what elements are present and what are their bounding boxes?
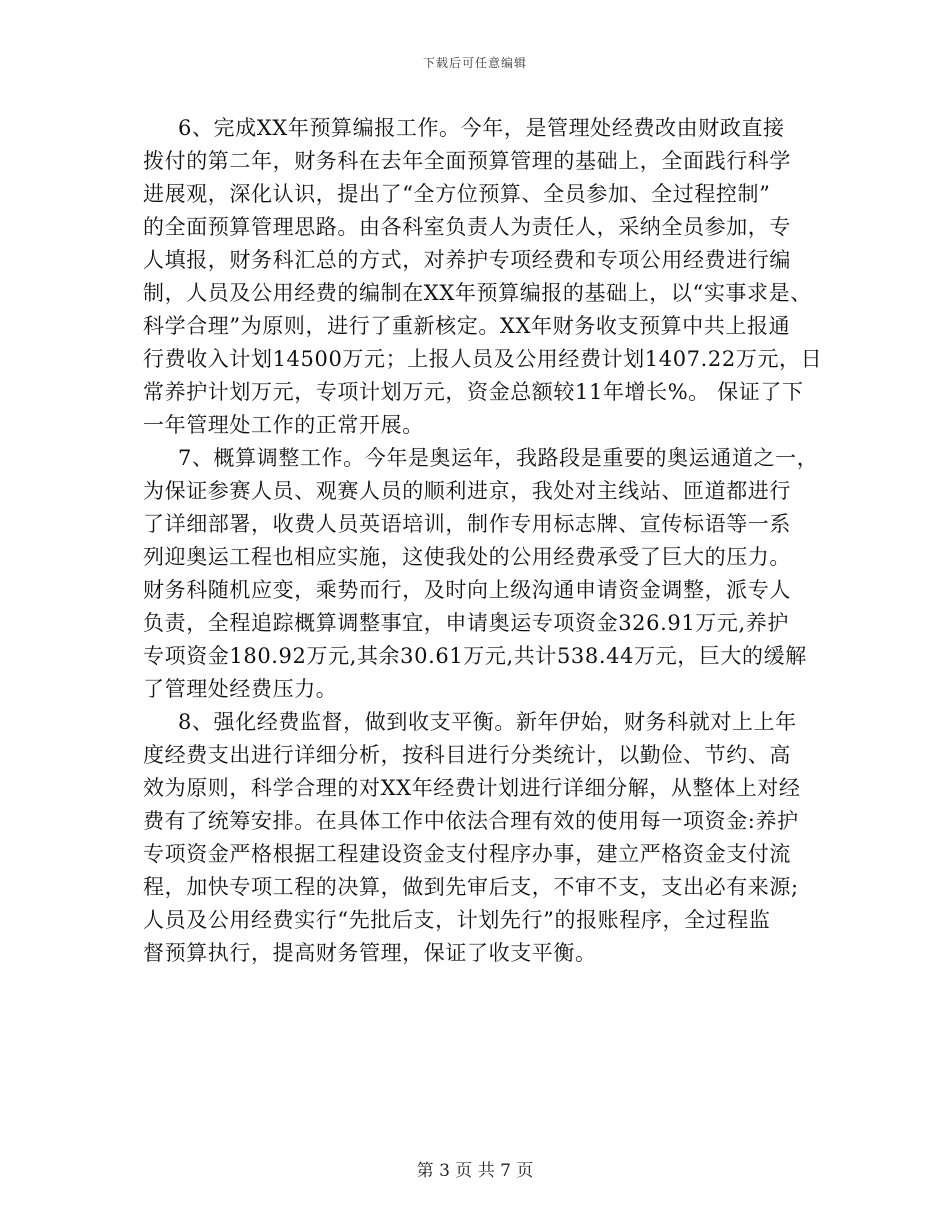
text-line: 为保证参赛人员、观赛人员的顺利进京，我处对主线站、匝道都进行	[143, 479, 791, 503]
text-line: 制，人员及公用经费的编制在XX年预算编报的基础上，以“实事求是、	[143, 281, 812, 305]
text-line: 专项资金严格根据工程建设资金支付程序办事，建立严格资金支付流	[143, 842, 791, 866]
text-line: 程，加快专项工程的决算，做到先审后支，不审不支，支出必有来源;	[143, 875, 799, 899]
text-line: 行费收入计划14500万元；上报人员及公用经费计划1407.22万元，日	[143, 347, 823, 371]
text-line: 了详细部署，收费人员英语培训，制作专用标志牌、宣传标语等一系	[143, 512, 791, 536]
text-line: 7、概算调整工作。今年是奥运年，我路段是重要的奥运通道之一，	[178, 446, 819, 470]
text-line: 人员及公用经费实行“先批后支，计划先行”的报账程序，全过程监	[143, 908, 771, 932]
text-line: 拨付的第二年，财务科在去年全面预算管理的基础上，全面践行科学	[143, 149, 791, 173]
text-line: 了管理处经费压力。	[143, 677, 338, 701]
text-line: 专项资金180.92万元,其余30.61万元,共计538.44万元，巨大的缓解	[143, 644, 807, 668]
text-line: 效为原则，科学合理的对XX年经费计划进行详细分解，从整体上对经	[143, 776, 801, 800]
text-line: 负责，全程追踪概算调整事宜，申请奥运专项资金326.91万元,养护	[143, 611, 789, 635]
text-line: 列迎奥运工程也相应实施，这使我处的公用经费承受了巨大的压力。	[143, 545, 791, 569]
text-line: 一年管理处工作的正常开展。	[143, 413, 424, 437]
text-line: 督预算执行，提高财务管理，保证了收支平衡。	[143, 941, 597, 965]
text-line: 费有了统筹安排。在具体工作中依法合理有效的使用每一项资金:养护	[143, 809, 799, 833]
text-line: 的全面预算管理思路。由各科室负责人为责任人，采纳全员参加，专	[143, 215, 791, 239]
text-line: 常养护计划万元，专项计划万元，资金总额较11年增长%。 保证了下	[143, 380, 804, 404]
text-line: 度经费支出进行详细分析，按科目进行分类统计，以勤俭、节约、高	[143, 743, 791, 767]
text-line: 8、强化经费监督，做到收支平衡。新年伊始，财务科就对上上年	[178, 710, 797, 734]
page-number: 第 3 页 共 7 页	[416, 1161, 534, 1181]
text-line: 科学合理”为原则，进行了重新核定。XX年财务收支预算中共上报通	[143, 314, 791, 338]
text-line: 人填报，财务科汇总的方式，对养护专项经费和专项公用经费进行编	[143, 248, 791, 272]
text-line: 6、完成XX年预算编报工作。今年，是管理处经费改由财政直接	[178, 116, 785, 140]
text-line: 进展观，深化认识，提出了“全方位预算、全员参加、全过程控制”	[143, 182, 771, 206]
text-line: 财务科随机应变，乘势而行，及时向上级沟通申请资金调整，派专人	[143, 578, 791, 602]
page-header: 下载后可任意编辑	[422, 56, 527, 70]
